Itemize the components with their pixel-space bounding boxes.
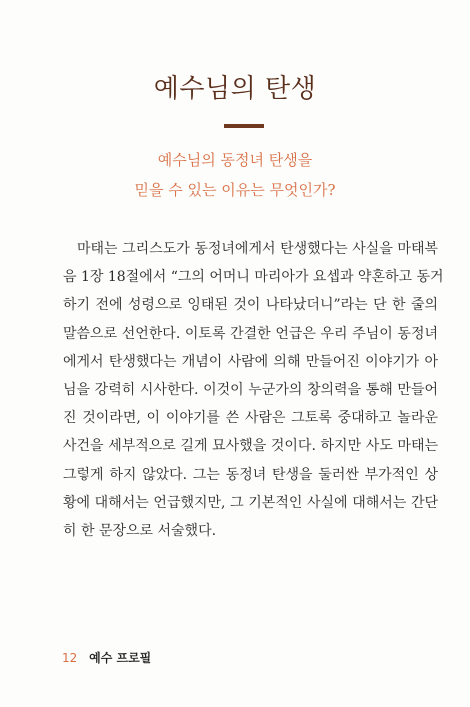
paragraph-line: 마태는 그리스도가 동정녀에게서 탄생했다는 사실을 마태복 xyxy=(77,241,438,257)
paragraph-line: 황에 대해서는 언급했지만, 그 기본적인 사실에 대해서는 간단 xyxy=(63,494,438,511)
question-line: 믿을 수 있는 이유는 무엇인가? xyxy=(134,181,336,199)
page-footer xyxy=(62,649,151,666)
paragraph-line: 음 1장 18절에서 “그의 어머니 마리아가 요셉과 약혼하고 동거 xyxy=(63,269,444,286)
running-title: 예수 프로필 xyxy=(89,651,152,665)
body-paragraph xyxy=(63,235,444,545)
paragraph-line: 사건을 세부적으로 길게 묘사했을 것이다. 하지만 사도 마태는 xyxy=(63,438,438,455)
title-divider xyxy=(224,124,264,128)
paragraph-line: 진 것이라면, 이 이야기를 쓴 사람은 그토록 중대하고 놀라운 xyxy=(63,410,438,427)
paragraph-line: 하기 전에 성령으로 잉태된 것이 나타났더니”라는 단 한 줄의 xyxy=(63,297,438,314)
question-line: 예수님의 동정녀 탄생을 xyxy=(157,151,313,169)
page-number: 12 xyxy=(62,651,78,665)
paragraph-line: 에게서 탄생했다는 개념이 사람에 의해 만들어진 이야기가 아 xyxy=(63,353,438,370)
paragraph-line: 히 한 문장으로 서술했다. xyxy=(63,523,217,540)
chapter-question xyxy=(0,145,470,205)
paragraph-line: 님을 강력히 시사한다. 이것이 누군가의 창의력을 통해 만들어 xyxy=(63,382,438,399)
paragraph-line: 말씀으로 선언한다. 이토록 간결한 언급은 우리 주님이 동정녀 xyxy=(63,325,438,342)
chapter-title: 예수님의 탄생 xyxy=(153,74,317,104)
paragraph-line: 그렇게 하지 않았다. 그는 동정녀 탄생을 둘러싼 부가적인 상 xyxy=(63,466,438,483)
